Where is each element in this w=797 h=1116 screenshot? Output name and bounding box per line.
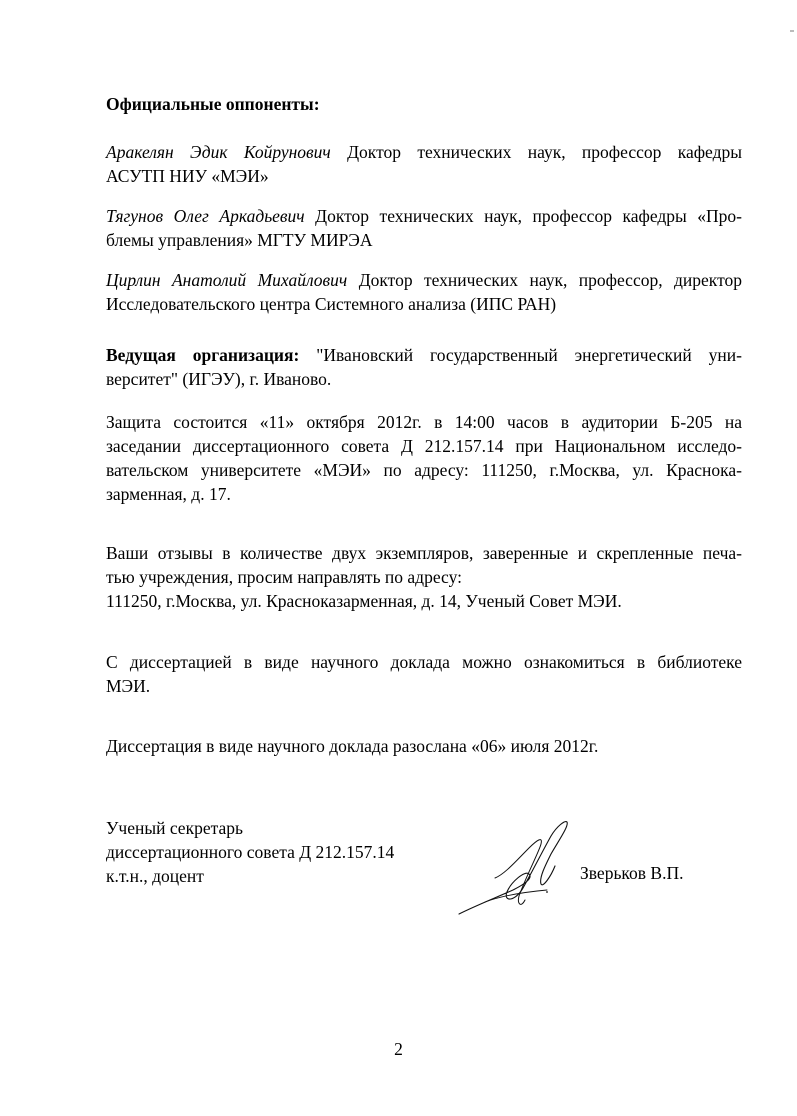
signer-name: Зверьков В.П.	[580, 863, 684, 883]
opponent-3-affiliation: Исследовательского центра Системного анализа (ИПС РАН)	[106, 294, 557, 314]
secretary-block	[106, 816, 394, 888]
secretary-title: Ученый секретарь	[106, 818, 243, 838]
defense-line: заседании диссертационного совета Д 212.157.14 при Национальном исследо-	[106, 436, 742, 456]
opponent-3-name: Цирлин Анатолий Михайлович	[106, 270, 348, 290]
opponent-3-title: Доктор технических наук, профессор, директор	[358, 270, 742, 290]
defense-line: зарменная, д. 17.	[106, 484, 231, 504]
opponent-1	[106, 140, 742, 188]
defense-line: Защита состоится «11» октября 2012г. в 14:00 часов в аудитории Б-205 на	[106, 412, 742, 432]
opponent-1-line-1	[106, 140, 742, 164]
reviews-info	[106, 541, 742, 613]
reviews-line: Ваши отзывы в количестве двух экземпляров, заверенные и скрепленные печа-	[106, 543, 742, 563]
reviews-line: тью учреждения, просим направлять по адресу:	[106, 567, 462, 587]
handwritten-signature	[455, 818, 585, 918]
opponent-2-title: Доктор технических наук, профессор кафедры «Про-	[315, 206, 742, 226]
leading-org-line-2: верситет" (ИГЭУ), г. Иваново.	[106, 369, 332, 389]
opponent-1-affiliation: АСУТП НИУ «МЭИ»	[106, 166, 269, 186]
scan-corner-mark	[790, 30, 794, 32]
library-line: МЭИ.	[106, 676, 151, 696]
opponent-1-name: Аракелян Эдик Койрунович	[106, 142, 331, 162]
secretary-degree: к.т.н., доцент	[106, 866, 204, 886]
opponent-3	[106, 268, 742, 316]
opponent-2-line-1	[106, 204, 742, 228]
leading-organization	[106, 343, 742, 391]
opponent-2-name: Тягунов Олег Аркадьевич	[106, 206, 305, 226]
opponent-1-title: Доктор технических наук, профессор кафедры	[347, 142, 742, 162]
opponent-2-affiliation: блемы управления» МГТУ МИРЭА	[106, 230, 373, 250]
reviews-address: 111250, г.Москва, ул. Красноказарменная, д. 14, Ученый Совет МЭИ.	[106, 591, 622, 611]
page-number: 2	[394, 1039, 403, 1059]
library-line: С диссертацией в виде научного доклада можно ознакомиться в библиотеке	[106, 652, 742, 672]
defense-info	[106, 410, 742, 506]
opponent-2	[106, 204, 742, 252]
library-info	[106, 650, 742, 698]
distribution-info	[106, 734, 742, 758]
secretary-council: диссертационного совета Д 212.157.14	[106, 842, 395, 862]
defense-line: вательском университете «МЭИ» по адресу: 111250, г.Москва, ул. Краснока-	[106, 460, 742, 480]
leading-org-label: Ведущая организация:	[106, 345, 300, 365]
distribution-line: Диссертация в виде научного доклада разослана «06» июля 2012г.	[106, 736, 599, 756]
opponents-heading: Официальные оппоненты:	[106, 94, 320, 114]
leading-org-line-1	[106, 343, 742, 367]
leading-org-name: "Ивановский государственный энергетический уни-	[316, 345, 742, 365]
opponent-3-line-1	[106, 268, 742, 292]
